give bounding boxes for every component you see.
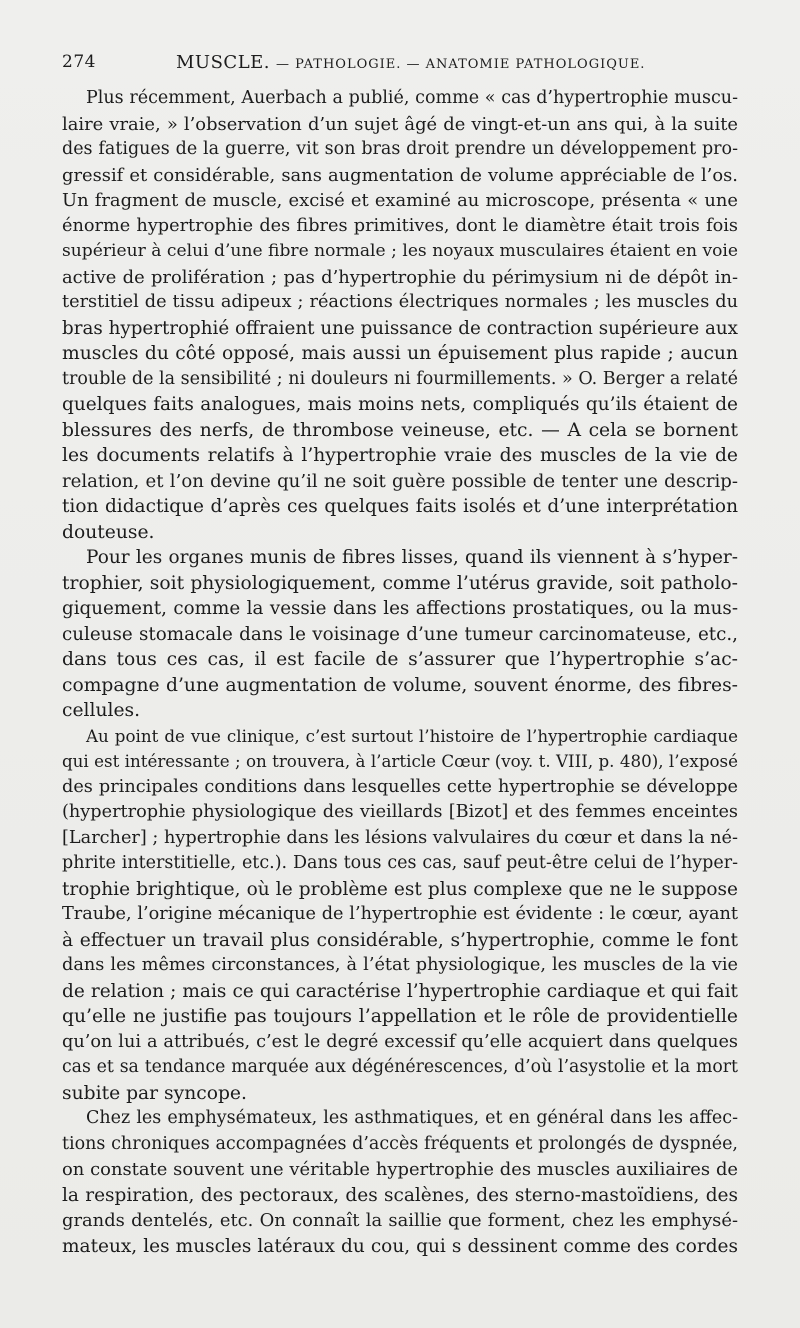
text-line: grands dentelés, etc. On connaît la saillie que forment, chez les emphysé-	[62, 1210, 738, 1231]
text-line: la respiration, des pectoraux, des scalènes, des sterno-mastoïdiens, des	[62, 1184, 738, 1206]
text-line: les documents relatifs à l’hypertrophie vraie des muscles de la vie de	[62, 445, 738, 466]
text-line: cellules.	[62, 700, 141, 721]
text-line: dans tous ces cas, il est facile de s’assurer que l’hypertrophie s’ac-	[62, 649, 738, 670]
text-line: trophier, soit physiologiquement, comme l’utérus gravide, soit patholo-	[62, 572, 738, 594]
text-line: Plus récemment, Auerbach a publié, comme « cas d’hypertrophie muscu-	[86, 88, 738, 108]
text-line: qui est intéressante ; on trouvera, à l’article Cœur (voy. t. VIII, p. 480), l’exposé	[62, 751, 738, 771]
text-line: à effectuer un travail plus considérable, s’hypertrophie, comme le font	[62, 929, 738, 951]
text-line: énorme hypertrophie des fibres primitives, dont le diamètre était trois fois	[62, 215, 738, 236]
text-line: culeuse stomacale dans le voisinage d’une tumeur carcinomateuse, etc.,	[62, 623, 738, 645]
text-line: Un fragment de muscle, excisé et examiné au microscope, présenta « une	[62, 190, 738, 211]
text-line: des principales conditions dans lesquelles cette hypertrophie se développe	[62, 776, 738, 797]
text-line: phrite interstitielle, etc.). Dans tous ces cas, sauf peut-être celui de l’hyper-	[62, 853, 738, 873]
text-line: active de prolifération ; pas d’hypertrophie du périmysium ni de dépôt in-	[62, 266, 738, 288]
text-line: (hypertrophie physiologique des vieillards [Bizot] et des femmes enceintes	[62, 802, 738, 822]
text-line: Au point de vue clinique, c’est surtout l’histoire de l’hypertrophie cardiaque	[86, 725, 738, 746]
text-line: tions chroniques accompagnées d’accès fréquents et prolongés de dyspnée,	[62, 1133, 738, 1154]
text-line: gressif et considérable, sans augmentation de volume appréciable de l’os.	[62, 164, 738, 186]
text-line: cas et sa tendance marquée aux dégénérescences, d’où l’asystolie et la mort	[62, 1057, 738, 1077]
text-line: laire vraie, » l’observation d’un sujet âgé de vingt-et-un ans qui, à la suite	[62, 113, 738, 135]
running-title-rest: — PATHOLOGIE. — ANATOMIE PATHOLOGIQUE.	[275, 57, 646, 72]
text-line: terstitiel de tissu adipeux ; réactions électriques normales ; les muscles du	[62, 292, 738, 312]
text-line: relation, et l’on devine qu’il ne soit guère possible de tenter une descrip-	[62, 470, 738, 492]
text-line: quelques faits analogues, mais moins nets, compliqués qu’ils étaient de	[62, 394, 738, 415]
text-line: subite par syncope.	[62, 1082, 247, 1104]
text-line: giquement, comme la vessie dans les affections prostatiques, ou la mus-	[62, 598, 738, 619]
text-line: Traube, l’origine mécanique de l’hypertrophie est évidente : le cœur, ayant	[62, 904, 738, 924]
paragraph-cardiac	[62, 724, 738, 1107]
text-line: trophie brightique, où le problème est plus complexe que ne le suppose	[62, 878, 738, 900]
text-line: [Larcher] ; hypertrophie dans les lésions valvulaires du cœur et dans la né-	[62, 827, 738, 848]
running-title	[176, 52, 645, 73]
text-line: muscles du côté opposé, mais aussi un épuisement plus rapide ; aucun	[62, 343, 738, 364]
body-text	[62, 86, 738, 1259]
text-line: blessures des nerfs, de thrombose veineuse, etc. — A cela se bornent	[62, 419, 738, 441]
text-line: des fatigues de la guerre, vit son bras droit prendre un développement pro-	[62, 139, 738, 159]
text-line: dans les mêmes circonstances, à l’état physiologique, les muscles de la vie	[62, 955, 738, 975]
text-line: de relation ; mais ce qui caractérise l’hypertrophie cardiaque et qui fait	[62, 980, 738, 1002]
text-line: bras hypertrophié offraient une puissance de contraction supérieure aux	[62, 317, 738, 339]
text-line: qu’on lui a attribués, c’est le degré excessif qu’elle acquiert dans quelques	[62, 1031, 738, 1052]
text-line: trouble de la sensibilité ; ni douleurs ni fourmillements. » O. Berger a relaté	[62, 368, 738, 389]
text-line: tion didactique d’après ces quelques faits isolés et d’une interprétation	[62, 496, 738, 517]
text-line: Chez les emphysémateux, les asthmatiques, et en général dans les affec-	[86, 1108, 738, 1128]
text-line: mateux, les muscles latéraux du cou, qui s dessinent comme des cordes	[62, 1235, 738, 1257]
text-line: on constate souvent une véritable hypertrophie des muscles auxiliaires de	[62, 1159, 738, 1180]
page-number: 274	[62, 52, 96, 72]
running-title-main: MUSCLE.	[176, 52, 271, 73]
paragraph-emphysema	[62, 1106, 738, 1259]
paragraph-auerbach	[62, 86, 738, 545]
text-line: supérieur à celui d’une fibre normale ; les noyaux musculaires étaient en voie	[62, 241, 738, 261]
text-line: Pour les organes munis de fibres lisses, quand ils viennent à s’hyper-	[86, 547, 738, 568]
text-line: compagne d’une augmentation de volume, souvent énorme, des fibres-	[62, 674, 738, 696]
paragraph-smooth-muscle	[62, 545, 738, 724]
text-line: douteuse.	[62, 521, 155, 543]
running-head	[62, 52, 742, 76]
text-line: qu’elle ne justifie pas toujours l’appellation et le rôle de providentielle	[62, 1006, 738, 1027]
